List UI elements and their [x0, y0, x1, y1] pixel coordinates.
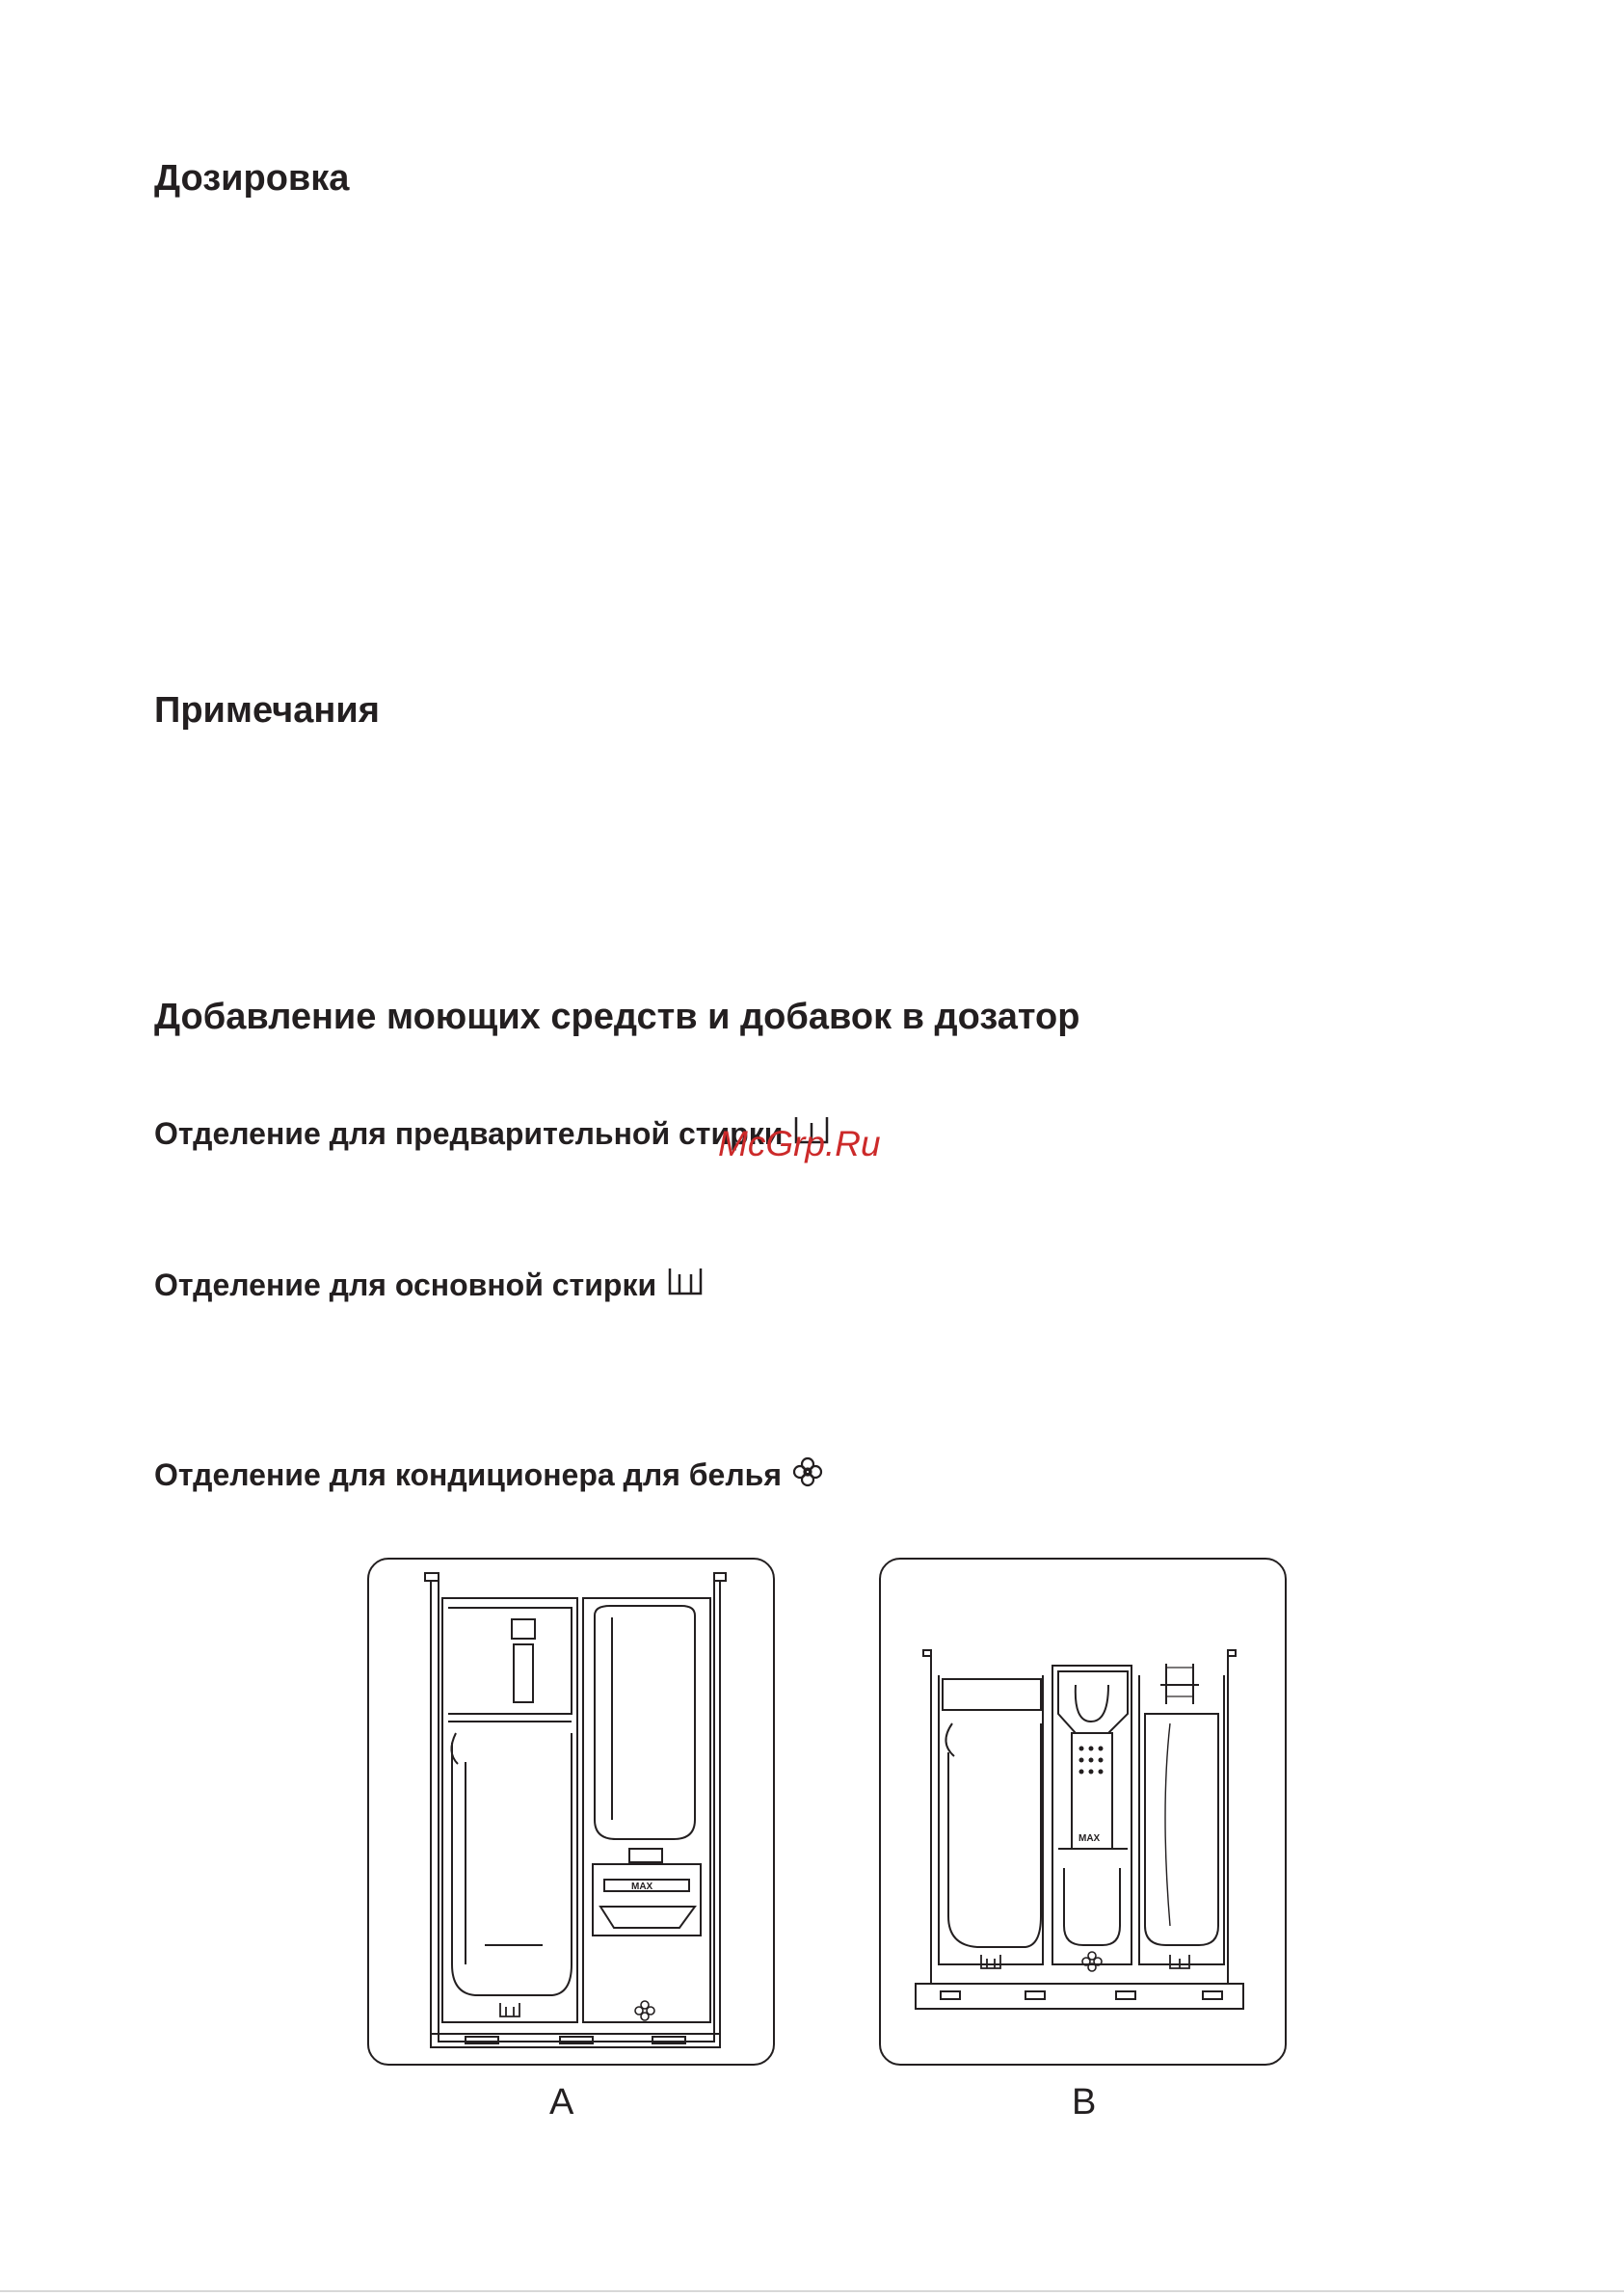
watermark: McGrp.Ru	[718, 1124, 881, 1163]
dispenser-b-drawing	[881, 1560, 1285, 2064]
flower-icon	[791, 1455, 824, 1493]
mainwash-label: Отделение для основной стирки	[154, 1267, 657, 1302]
section-title-dosage: Дозировка	[154, 158, 350, 199]
max-mark-b: MAX	[1078, 1833, 1101, 1844]
section-title-adding: Добавление моющих средств и добавок в дозатор	[154, 997, 1080, 1037]
heading-mainwash-compartment	[154, 1267, 705, 1302]
softener-label: Отделение для кондиционера для белья	[154, 1456, 782, 1492]
figure-a-label: A	[549, 2082, 574, 2122]
max-mark-a: MAX	[631, 1882, 653, 1892]
figure-b-dispenser-drawer	[879, 1558, 1287, 2066]
figure-b-label: B	[1072, 2082, 1097, 2122]
dispenser-a-drawing	[369, 1560, 773, 2064]
footer-divider	[0, 2290, 1624, 2292]
mainwash-tub-icon	[666, 1267, 705, 1302]
prewash-label: Отделение для предварительной стирки	[154, 1115, 784, 1151]
heading-softener-compartment	[154, 1455, 824, 1493]
figure-a-dispenser-drawer	[367, 1558, 775, 2066]
section-title-notes: Примечания	[154, 690, 380, 731]
